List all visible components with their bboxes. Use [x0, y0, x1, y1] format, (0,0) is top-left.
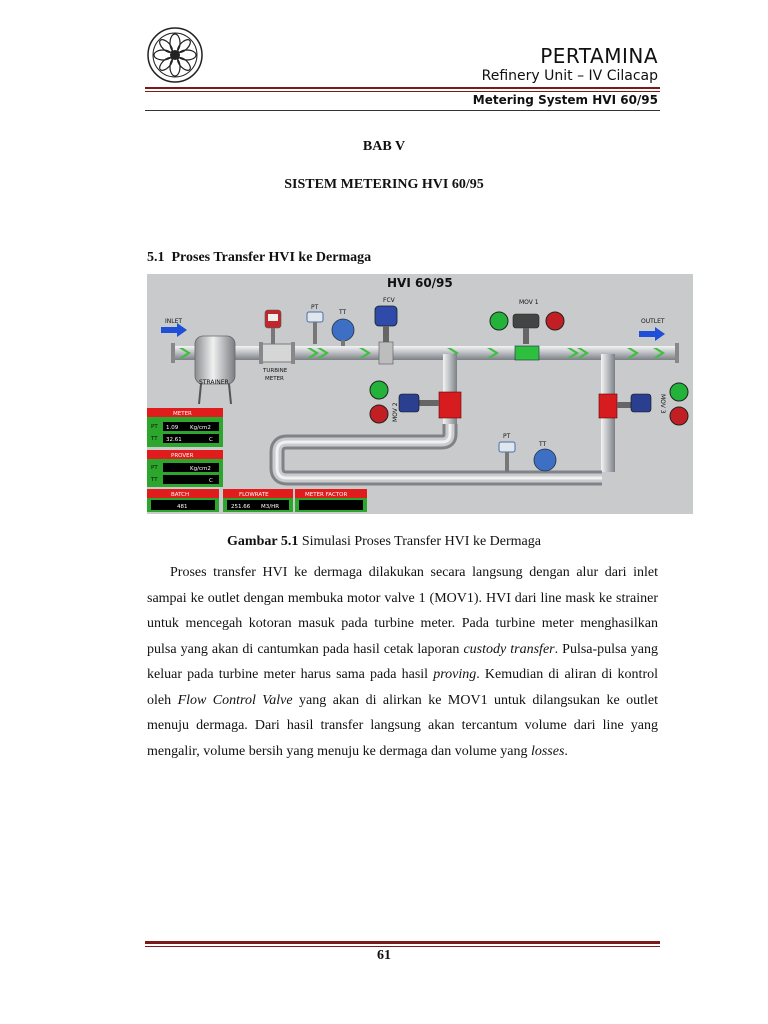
footer-rule: [145, 946, 660, 947]
svg-text:FLOWRATE: FLOWRATE: [239, 492, 269, 498]
svg-text:TT: TT: [539, 441, 547, 448]
flowrate-panel: [223, 489, 293, 512]
mov2-close-indicator-icon: [370, 405, 388, 423]
svg-text:PROVER: PROVER: [171, 453, 194, 459]
svg-text:TT: TT: [339, 309, 347, 316]
header-unit: Refinery Unit – IV Cilacap: [481, 68, 658, 84]
svg-text:TT: TT: [151, 436, 158, 442]
section-number: 5.1: [147, 250, 165, 265]
svg-text:METER: METER: [265, 376, 284, 382]
svg-text:FCV: FCV: [383, 297, 395, 304]
section-title: Proses Transfer HVI ke Dermaga: [171, 250, 372, 265]
mov3-close-indicator-icon: [670, 407, 688, 425]
section-heading: [147, 250, 371, 266]
header-rule: [145, 87, 660, 89]
svg-text:METER: METER: [173, 411, 192, 417]
hvi-simulation-figure: [147, 274, 693, 514]
svg-text:251.66: 251.66: [231, 504, 251, 510]
svg-text:M3/HR: M3/HR: [261, 504, 280, 510]
chapter-title: SISTEM METERING HVI 60/95: [284, 177, 484, 192]
prover-panel: [147, 450, 223, 487]
svg-text:MOV 1: MOV 1: [519, 299, 539, 306]
chapter-label: BAB V: [362, 139, 406, 154]
meter-factor-panel: [295, 489, 367, 512]
figure-title: HVI 60/95: [387, 276, 453, 290]
svg-text:TT: TT: [151, 477, 158, 483]
svg-text:Kg/cm2: Kg/cm2: [190, 466, 211, 472]
inlet-label: INLET: [165, 318, 183, 325]
mov3-open-indicator-icon: [670, 383, 688, 401]
svg-text:PT: PT: [311, 304, 319, 311]
header-rule: [145, 110, 660, 111]
caption-text: Simulasi Proses Transfer HVI ke Dermaga: [298, 534, 541, 549]
header-company: PERTAMINA: [540, 44, 658, 68]
svg-text:PT: PT: [151, 465, 158, 471]
svg-text:C: C: [209, 478, 213, 484]
svg-text:BATCH: BATCH: [171, 492, 190, 498]
svg-text:MOV 2: MOV 2: [392, 402, 399, 422]
header-system: Metering System HVI 60/95: [472, 93, 658, 107]
body-paragraph: Proses transfer HVI ke dermaga dilakukan secara langsung dengan alur dari inlet sampai ke outlet dengan membuka motor valve 1 (MOV1). HVI dari line mask ke strainer untuk mencegah kotoran masuk pada turbine meter. Pada turbine meter menghasilkan pulsa yang akan di cantumkan pada hasil cetak laporan custody transfer. Pulsa-pulsa yang keluar pada turbine meter harus sama pada hasil proving. Kemudian di aliran di kontrol oleh Flow Control Valve yang akan di alirkan ke MOV1 untuk dilangsukan ke outlet menuju dermaga. Dari hasil transfer langsung akan tercantum volume dari line yang mengalir, volume bersih yang menuju ke dermaga dan volume yang losses.: [147, 565, 658, 759]
page-number: 61: [377, 948, 391, 963]
ugm-logo: [146, 26, 204, 84]
svg-text:1.09: 1.09: [166, 425, 179, 431]
svg-text:PT: PT: [151, 424, 158, 430]
svg-text:PT: PT: [503, 433, 511, 440]
mov2-open-indicator-icon: [370, 381, 388, 399]
svg-text:32.61: 32.61: [166, 437, 182, 443]
svg-text:STRAINER: STRAINER: [199, 379, 229, 386]
svg-text:481: 481: [177, 504, 188, 510]
mov1-close-indicator-icon: [546, 312, 564, 330]
svg-text:Kg/cm2: Kg/cm2: [190, 425, 211, 431]
outlet-label: OUTLET: [641, 318, 665, 325]
batch-panel: [147, 489, 219, 512]
svg-text:TURBINE: TURBINE: [263, 368, 288, 374]
header-rule: [145, 91, 660, 92]
footer-rule: [145, 941, 660, 944]
svg-text:C: C: [209, 437, 213, 443]
meter-panel: [147, 408, 223, 447]
mov1-open-indicator-icon: [490, 312, 508, 330]
figure-caption: [0, 534, 768, 550]
svg-text:METER FACTOR: METER FACTOR: [305, 492, 348, 498]
svg-text:MOV 3: MOV 3: [659, 394, 666, 414]
caption-number: Gambar 5.1: [227, 534, 299, 549]
